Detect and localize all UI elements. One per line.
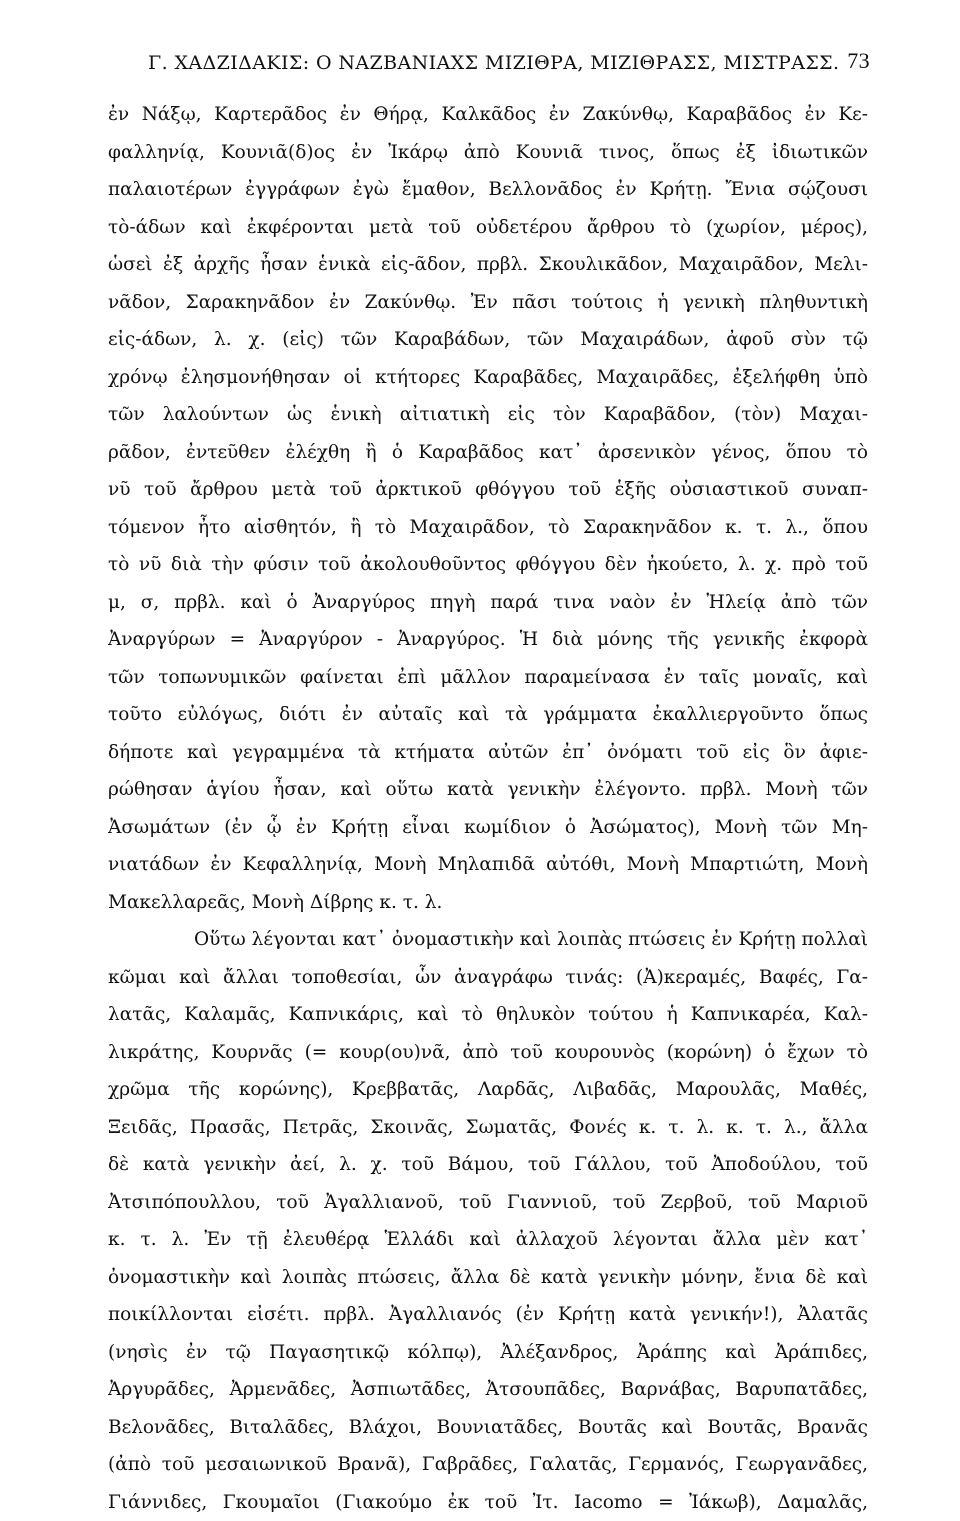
text-line: ποικίλλονται εἰσέτι. πρβλ. Ἀγαλλιανός (ἐν Κρήτῃ κατὰ γενικήν!), Ἀλατᾶς (108, 1296, 868, 1334)
text-line: Ἀσωμάτων (ἐν ᾧ ἐν Κρήτῃ εἶναι κωμίδιον ὁ Ἀσώματος), Μονὴ τῶν Μη- (108, 809, 868, 847)
text-line: τόμενον ἦτο αἰσθητόν, ἢ τὸ Μαχαιρᾶδον, τὸ Σαρακηνᾶδον κ. τ. λ., ὅπου (108, 509, 868, 547)
text-line: χρόνῳ ἐλησμονήθησαν οἱ κτήτορες Καραβᾶδες, Μαχαιρᾶδες, ἐξελήφθη ὑπὸ (108, 359, 868, 397)
text-line: Μακελλαρεᾶς, Μονὴ Δίβρης κ. τ. λ. (108, 884, 868, 922)
text-line: τοῦτο εὐλόγως, διότι ἐν αὐταῖς καὶ τὰ γράμματα ἐκαλλιεργοῦντο ὅπως (108, 696, 868, 734)
text-line: (νησὶς ἐν τῷ Παγασητικῷ κόλπῳ), Ἀλέξανδρος, Ἀράπης καὶ Ἀράπιδες, (108, 1334, 868, 1372)
text-line: ὀνομαστικὴν καὶ λοιπὰς πτώσεις, ἄλλα δὲ κατὰ γενικὴν μόνην, ἔνια δὲ καὶ (108, 1259, 868, 1297)
text-line: εἰς-άδων, λ. χ. (εἰς) τῶν Καραβάδων, τῶν Μαχαιράδων, ἀφοῦ σὺν τῷ (108, 321, 868, 359)
paragraph-start-line: Οὕτω λέγονται κατ᾽ ὀνομαστικὴν καὶ λοιπὰς πτώσεις ἐν Κρήτῃ πολλαὶ (108, 921, 868, 959)
text-line: μ, σ, πρβλ. καὶ ὁ Ἀναργύρος πηγὴ παρά τινα ναὸν ἐν Ἠλείᾳ ἀπὸ τῶν (108, 584, 868, 622)
text-line: Γιάννιδες, Γκουμαῖοι (Γιακούμο ἐκ τοῦ Ἰτ. Iacomo = Ἰάκωβ), Δαμαλᾶς, (108, 1484, 868, 1521)
text-line: Ἀτσιπόπουλλου, τοῦ Ἀγαλλιανοῦ, τοῦ Γιαννιοῦ, τοῦ Ζερβοῦ, τοῦ Μαριοῦ (108, 1184, 868, 1222)
text-line: λικράτης, Κουρνᾶς (= κουρ(ου)νᾶ, ἀπὸ τοῦ κουρουνὸς (κορώνη) ὁ ἔχων τὸ (108, 1034, 868, 1072)
text-line: (ἀπὸ τοῦ μεσαιωνικοῦ Βρανᾶ), Γαβρᾶδες, Γαλατᾶς, Γερμανός, Γεωργανᾶδες, (108, 1446, 868, 1484)
text-line: νῦ τοῦ ἄρθρου μετὰ τοῦ ἀρκτικοῦ φθόγγου τοῦ ἑξῆς οὐσιαστικοῦ συναπ- (108, 471, 868, 509)
text-line: χρῶμα τῆς κορώνης), Κρεββατᾶς, Λαρδᾶς, Λιβαδᾶς, Μαρουλᾶς, Μαθές, (108, 1071, 868, 1109)
text-line: φαλληνίᾳ, Κουνιᾶ(δ)ος ἐν Ἰκάρῳ ἀπὸ Κουνιᾶ τινος, ὅπως ἐξ ἰδιωτικῶν (108, 134, 868, 172)
text-line: τῶν τοπωνυμικῶν φαίνεται ἐπὶ μᾶλλον παραμείνασα ἐν ταῖς μοναῖς, καὶ (108, 659, 868, 697)
body-text (108, 96, 868, 1521)
running-header-title: Γ. ΧΑΔΖΙΔΑΚΙΣ: Ο ΝΑΖΒΑΝΙΑΧΣ ΜΙΖΙΘΡΑ, ΜΙΖΙΘΡΑΣΣ, ΜΙΣΤΡΑΣΣ. (148, 52, 839, 74)
text-line: Ἀργυρᾶδες, Ἀρμενᾶδες, Ἀσπιωτᾶδες, Ἀτσουπᾶδες, Βαρνάβας, Βαρυπατᾶδες, (108, 1371, 868, 1409)
text-line: ρώθησαν ἁγίου ἦσαν, καὶ οὕτω κατὰ γενικὴν ἐλέγοντο. πρβλ. Μονὴ τῶν (108, 771, 868, 809)
text-line: τὸ νῦ διὰ τὴν φύσιν τοῦ ἀκολουθοῦντος φθόγγου δὲν ἠκούετο, λ. χ. πρὸ τοῦ (108, 546, 868, 584)
text-line: λατᾶς, Καλαμᾶς, Καπνικάρις, καὶ τὸ θηλυκὸν τούτου ἡ Καπνικαρέα, Καλ- (108, 996, 868, 1034)
text-line: δήποτε καὶ γεγραμμένα τὰ κτήματα αὐτῶν ἐπ᾽ ὀνόματι τοῦ εἰς ὃν ἀφιε- (108, 734, 868, 772)
text-line: Βελονᾶδες, Βιταλᾶδες, Βλάχοι, Βουνιατᾶδες, Βουτᾶς καὶ Βουτᾶς, Βρανᾶς (108, 1409, 868, 1447)
text-line: Ξειδᾶς, Πρασᾶς, Πετρᾶς, Σκοινᾶς, Σωματᾶς, Φονές κ. τ. λ. κ. τ. λ., ἄλλα (108, 1109, 868, 1147)
text-line: δὲ κατὰ γενικὴν ἀεί, λ. χ. τοῦ Βάμου, τοῦ Γάλλου, τοῦ Ἀποδούλου, τοῦ (108, 1146, 868, 1184)
text-line: παλαιοτέρων ἐγγράφων ἐγὼ ἔμαθον, Βελλονᾶδος ἐν Κρήτῃ. Ἔνια σῴζουσι (108, 171, 868, 209)
text-line: νιατάδων ἐν Κεφαλληνίᾳ, Μονὴ Μηλαπιδᾶ αὐτόθι, Μονὴ Μπαρτιώτη, Μονὴ (108, 846, 868, 884)
text-line: νᾶδον, Σαρακηνᾶδον ἐν Ζακύνθῳ. Ἐν πᾶσι τούτοις ἡ γενικὴ πληθυντικὴ (108, 284, 868, 322)
text-line: τῶν λαλούντων ὡς ἑνικὴ αἰτιατικὴ εἰς τὸν Καραβᾶδον, (τὸν) Μαχαι- (108, 396, 868, 434)
text-line: κῶμαι καὶ ἄλλαι τοποθεσίαι, ὧν ἀναγράφω τινάς: (Ἀ)κεραμές, Βαφές, Γα- (108, 959, 868, 997)
running-header (108, 48, 868, 78)
text-line: Ἀναργύρων = Ἀναργύρον - Ἀναργύρος. Ἡ διὰ μόνης τῆς γενικῆς ἐκφορὰ (108, 621, 868, 659)
page-number: 73 (847, 48, 870, 74)
text-line: τὸ-άδων καὶ ἐκφέρονται μετὰ τοῦ οὐδετέρου ἄρθρου τὸ (χωρίον, μέρος), (108, 209, 868, 247)
text-line: ρᾶδον, ἐντεῦθεν ἐλέχθη ἢ ὁ Καραβᾶδος κατ᾽ ἀρσενικὸν γένος, ὅπου τὸ (108, 434, 868, 472)
text-line: ὡσεὶ ἐξ ἀρχῆς ἦσαν ἑνικὰ εἰς-ᾶδον, πρβλ. Σκουλικᾶδον, Μαχαιρᾶδον, Μελι- (108, 246, 868, 284)
text-line: ἐν Νάξῳ, Καρτερᾶδος ἐν Θήρᾳ, Καλκᾶδος ἐν Ζακύνθῳ, Καραβᾶδος ἐν Κε- (108, 96, 868, 134)
text-line: κ. τ. λ. Ἐν τῇ ἐλευθέρᾳ Ἑλλάδι καὶ ἀλλαχοῦ λέγονται ἄλλα μὲν κατ᾽ (108, 1221, 868, 1259)
